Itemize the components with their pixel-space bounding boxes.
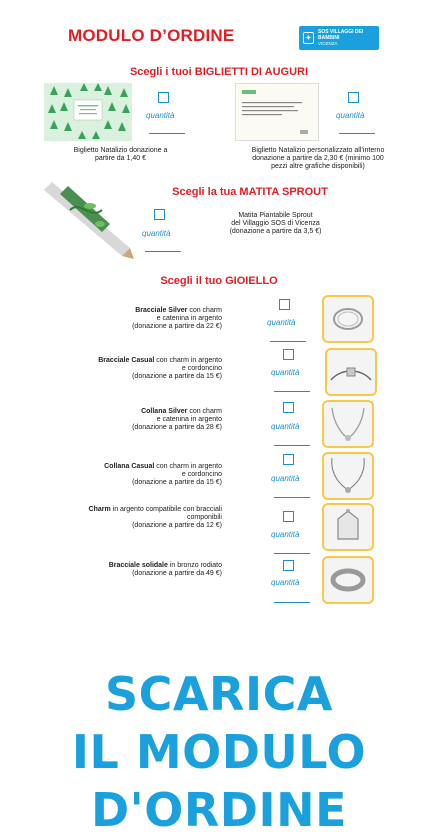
jewel-3-detail: con charm [187, 408, 222, 415]
jewel-6-quantity-label: quantità [271, 578, 300, 587]
christmas-card-image-1 [44, 83, 132, 141]
jewel-2-price: (donazione a partire da 15 €) [132, 373, 222, 380]
jewel-6-description [47, 562, 222, 578]
jewel-2-line2: e cordoncino [181, 365, 222, 372]
jewel-1-detail: con charm [187, 307, 222, 314]
pencil-heading: Scegli la tua MATITA SPROUT [172, 186, 328, 198]
jewel-5-image [322, 503, 374, 551]
card-1-caption [38, 147, 203, 163]
jewel-3-description [47, 408, 222, 432]
card-2-quantity-label: quantità [336, 111, 365, 120]
card-2-quantity-checkbox[interactable] [348, 92, 359, 103]
cta-line2[interactable]: IL MODULO [71, 725, 367, 779]
jewel-2-detail: con charm in argento [154, 357, 222, 364]
jewel-5-description [47, 506, 222, 530]
cta-line3[interactable]: D'ORDINE [90, 783, 347, 837]
jewel-5-quantity-line[interactable] [274, 553, 310, 554]
sos-villaggi-logo [299, 26, 379, 50]
sprout-pencil-image [40, 180, 135, 260]
jewel-3-price: (donazione a partire da 28 €) [132, 424, 222, 431]
card-1-caption-line1: Biglietto Natalizio donazione a [73, 147, 168, 154]
jewel-5-price: (donazione a partire da 12 €) [132, 522, 222, 529]
personalized-card-image [236, 84, 318, 140]
jewel-2-quantity-checkbox[interactable] [283, 349, 294, 360]
card-1-caption-line2: partire da 1,40 € [95, 155, 146, 162]
jewel-4-name: Collana Casual [104, 463, 155, 470]
jewel-2-quantity-line[interactable] [274, 391, 310, 392]
jewel-5-line2: componibili [186, 514, 222, 521]
card-2-caption-line3: pezzi altre grafiche disponibili) [271, 163, 365, 170]
card-2-caption [213, 147, 423, 171]
jewel-1-line2: e catenina in argento [156, 315, 222, 322]
jewel-6-quantity-line[interactable] [274, 602, 310, 603]
card-1-quantity-line[interactable] [149, 133, 185, 134]
pencil-caption-line3: (donazione a partire da 3,5 €) [229, 228, 322, 235]
jewel-6-detail: in bronzo rodiato [167, 562, 222, 569]
jewel-6-image [322, 556, 374, 604]
jewel-5-quantity-label: quantità [271, 530, 300, 539]
pencil-quantity-label: quantità [142, 229, 171, 238]
jewel-4-quantity-line[interactable] [274, 497, 310, 498]
cards-heading: Scegli i tuoi BIGLIETTI DI AUGURI [129, 66, 309, 78]
jewel-3-quantity-checkbox[interactable] [283, 402, 294, 413]
jewel-5-name: Charm [88, 506, 111, 513]
pencil-quantity-line[interactable] [145, 251, 181, 252]
jewel-2-image [325, 348, 377, 396]
jewel-5-detail: in argento compatibile con bracciali [110, 506, 222, 513]
cta-line1[interactable]: SCARICA [105, 667, 333, 721]
jewel-4-detail: con charm in argento [154, 463, 222, 470]
jewel-3-quantity-label: quantità [271, 422, 300, 431]
jewels-heading: Scegli il tuo GIOIELLO [160, 275, 278, 287]
jewel-1-name: Bracciale Silver [135, 307, 188, 314]
pencil-caption-line1: Matita Piantabile Sprout [238, 212, 313, 219]
pencil-quantity-checkbox[interactable] [154, 209, 165, 220]
jewel-3-name: Collana Silver [141, 408, 188, 415]
card-1-quantity-checkbox[interactable] [158, 92, 169, 103]
christmas-card-image-2 [235, 83, 319, 141]
jewel-1-quantity-checkbox[interactable] [279, 299, 290, 310]
jewel-2-name: Bracciale Casual [98, 357, 155, 364]
logo-text [318, 29, 379, 47]
jewel-4-line2: e cordoncino [181, 471, 222, 478]
tree-pattern-image [44, 83, 132, 141]
jewel-4-quantity-checkbox[interactable] [283, 454, 294, 465]
jewel-1-price: (donazione a partire da 22 €) [132, 323, 222, 330]
jewel-5-quantity-checkbox[interactable] [283, 511, 294, 522]
jewel-1-quantity-line[interactable] [270, 341, 306, 342]
jewel-4-description [47, 463, 222, 487]
pencil-caption-line2: del Villaggio SOS di Vicenza [231, 220, 320, 227]
form-title: MODULO D’ORDINE [68, 26, 235, 45]
pencil-caption [213, 212, 338, 236]
jewel-2-quantity-label: quantità [271, 368, 300, 377]
jewel-4-image [322, 452, 374, 500]
card-2-quantity-line[interactable] [339, 133, 375, 134]
jewel-4-quantity-label: quantità [271, 474, 300, 483]
pencil-illustration [40, 180, 135, 260]
download-form-cta[interactable] [0, 665, 438, 839]
card-1-quantity-label: quantità [146, 111, 175, 120]
jewel-4-price: (donazione a partire da 15 €) [132, 479, 222, 486]
logo-mark-icon: ✦ [303, 32, 314, 44]
jewel-3-line2: e catenina in argento [156, 416, 222, 423]
jewel-1-description [47, 307, 222, 331]
jewel-6-price: (donazione a partire da 49 €) [132, 570, 222, 577]
jewel-6-quantity-checkbox[interactable] [283, 560, 294, 571]
jewel-3-quantity-line[interactable] [274, 445, 310, 446]
card-2-caption-line2: donazione a partire da 2,30 € (minimo 100 [252, 155, 384, 162]
jewel-3-image [322, 400, 374, 448]
logo-city: VICENZA [317, 41, 338, 46]
card-2-caption-line1: Biglietto Natalizio personalizzato all’interno [251, 147, 385, 154]
jewel-2-description [47, 357, 222, 381]
jewel-1-image [322, 295, 374, 343]
logo-name: SOS VILLAGGI DEI BAMBINI [317, 29, 364, 41]
jewel-1-quantity-label: quantità [267, 318, 296, 327]
jewel-6-name: Bracciale solidale [108, 562, 168, 569]
